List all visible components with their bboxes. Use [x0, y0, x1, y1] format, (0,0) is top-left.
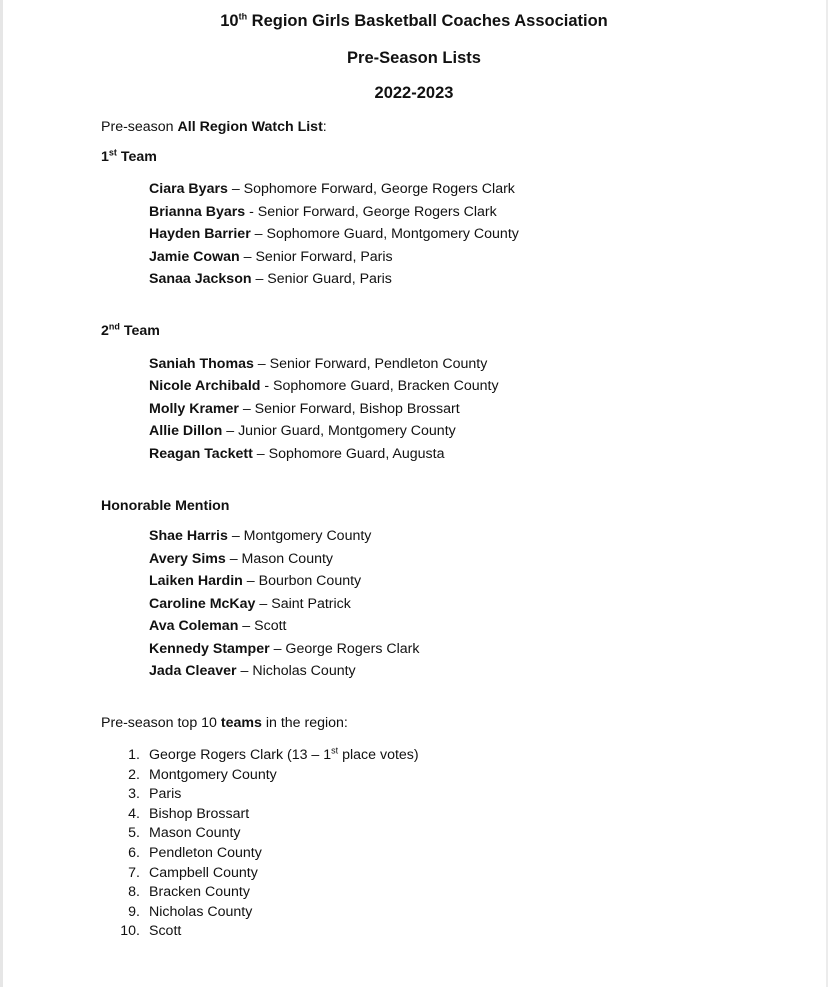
list-item: 9. Nicholas County	[101, 903, 419, 923]
list-item: Avery Sims – Mason County	[149, 551, 334, 567]
list-item: Hayden Barrier – Sophomore Guard, Montgomery County	[149, 226, 519, 242]
list-item: 2. Montgomery County	[101, 766, 419, 786]
list-item: Sanaa Jackson – Senior Guard, Paris	[149, 271, 392, 287]
list-number: 9.	[128, 903, 140, 920]
list-item: Reagan Tackett – Sophomore Guard, Augusta	[149, 446, 445, 462]
top-ten-list	[101, 746, 419, 942]
list-item: Shae Harris – Montgomery County	[149, 528, 372, 544]
list-item: Ava Coleman – Scott	[149, 618, 287, 634]
list-item: Ciara Byars – Sophomore Forward, George Rogers Clark	[149, 181, 515, 197]
list-number: 6.	[128, 844, 140, 861]
list-item: 1. George Rogers Clark (13 – 1st place votes)	[101, 746, 419, 766]
list-item: Molly Kramer – Senior Forward, Bishop Brossart	[149, 401, 460, 417]
list-item: Allie Dillon – Junior Guard, Montgomery County	[149, 423, 456, 439]
watch-list-intro: Pre-season All Region Watch List:	[101, 119, 327, 135]
list-item: Jada Cleaver – Nicholas County	[149, 663, 356, 679]
document-subtitle: Pre-Season Lists	[347, 49, 481, 67]
list-item: Brianna Byars - Senior Forward, George Rogers Clark	[149, 204, 497, 220]
list-item: Laiken Hardin – Bourbon County	[149, 573, 362, 589]
list-item: 7. Campbell County	[101, 864, 419, 884]
first-team-heading: 1st Team	[101, 147, 157, 165]
list-item: 5. Mason County	[101, 824, 419, 844]
list-item: Jamie Cowan – Senior Forward, Paris	[149, 249, 393, 265]
list-item: 6. Pendleton County	[101, 844, 419, 864]
list-item: Kennedy Stamper – George Rogers Clark	[149, 641, 420, 657]
list-number: 1.	[128, 747, 140, 763]
list-number: 4.	[128, 805, 140, 822]
honorable-mention-heading: Honorable Mention	[101, 498, 230, 514]
second-team-heading: 2nd Team	[101, 321, 160, 339]
list-number: 7.	[128, 864, 140, 881]
season-year: 2022-2023	[374, 84, 454, 102]
list-item: 8. Bracken County	[101, 883, 419, 903]
list-item: 10. Scott	[101, 922, 419, 942]
list-item: 3. Paris	[101, 785, 419, 805]
list-item: Nicole Archibald - Sophomore Guard, Bracken County	[149, 378, 499, 394]
list-number: 10.	[120, 923, 140, 940]
list-number: 5.	[128, 825, 140, 842]
page-left-edge	[0, 0, 3, 987]
top-ten-intro: Pre-season top 10 teams in the region:	[101, 715, 348, 731]
document-title: 10th Region Girls Basketball Coaches Association	[220, 11, 608, 30]
list-item: 4. Bishop Brossart	[101, 805, 419, 825]
list-number: 2.	[128, 766, 140, 783]
list-item: Caroline McKay – Saint Patrick	[149, 596, 351, 612]
list-number: 8.	[128, 884, 140, 901]
list-number: 3.	[128, 786, 140, 803]
list-item: Saniah Thomas – Senior Forward, Pendleton County	[149, 356, 488, 372]
